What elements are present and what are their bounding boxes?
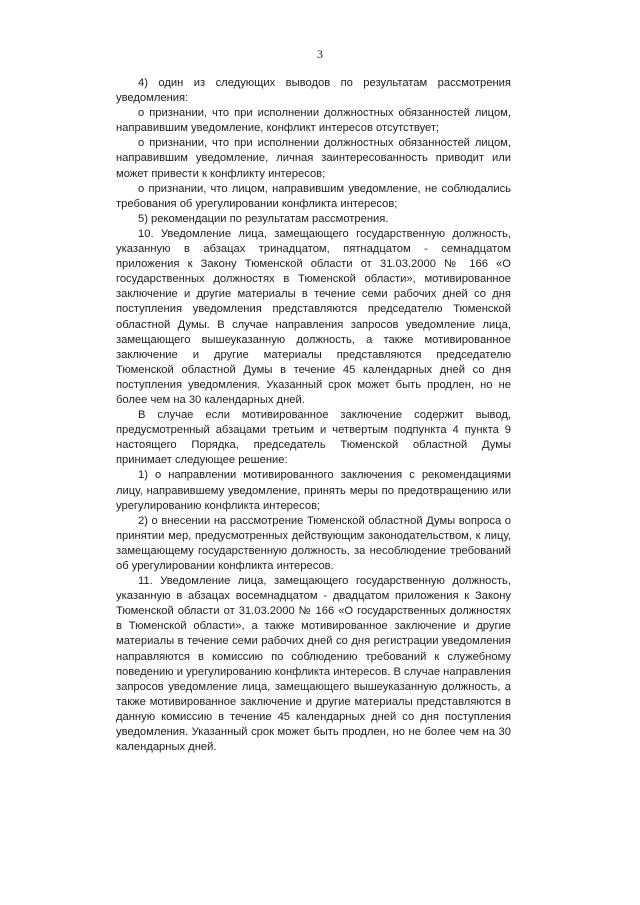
- paragraph-chairman-decision: В случае если мотивированное заключение содержит вывод, предусмотренный абзацами третьим и четвертым подпункта 4 пункта 9 настоящего Порядка, председатель Тюменской областной Думы принимает следующее решение:: [116, 409, 511, 467]
- paragraph-interest-leads-to-conflict: о признании, что при исполнении должностных обязанностей лицом, направившим уведомление, личная заинтересованность приводит или может привести к конфликту интересов;: [116, 137, 511, 180]
- paragraph-requirements-not-observed: о признании, что лицом, направившим уведомление, не соблюдались требования об урегулировании конфликта интересов;: [116, 182, 511, 210]
- paragraph-section-10: 10. Уведомление лица, замещающего государственную должность, указанную в абзацах тринадцатом, пятнадцатом - семнадцатом приложения к Закону Тюменской области от 31.03.2000 № 166 «О государственных должностях в Тюменской области», мотивированное заключение и другие материалы в течение семи рабочих дней со дня поступления уведомления представляются председателю Тюменской областной Думы. В случае направления запросов уведомление лица, замещающего вышеуказанную должность, а также мотивированное заключение и другие материалы представляются председателю Тюменской областной Думы в течение 45 календарных дней со дня поступления уведомления. Указанный срок может быть продлен, но не более чем на 30 календарных дней.: [116, 227, 511, 406]
- document-body: [116, 76, 511, 755]
- paragraph-decision-2: 2) о внесении на рассмотрение Тюменской областной Думы вопроса о принятии мер, предусмотренных действующим законодательством, к лицу, замещающему государственную должность, за несоблюдение требований об урегулировании конфликта интересов.: [116, 514, 511, 572]
- paragraph-section-11: 11. Уведомление лица, замещающего государственную должность, указанную в абзацах восемнадцатом - двадцатом приложения к Закону Тюменской области от 31.03.2000 № 166 «О государственных должностях в Тюменской области», а также мотивированное заключение и другие материалы в течение семи рабочих дней со дня регистрации уведомления направляются в комиссию по соблюдению требований к служебному поведению и урегулированию конфликта интересов. В случае направления запросов уведомление лица, замещающего вышеуказанную должность, а также мотивированное заключение и другие материалы представляются в данную комиссию в течение 45 календарных дней со дня поступления уведомления. Указанный срок может быть продлен, но не более чем на 30 календарных дней.: [116, 575, 511, 754]
- paragraph-item-5-recommendations: 5) рекомендации по результатам рассмотрения.: [138, 212, 389, 225]
- paragraph-no-conflict: о признании, что при исполнении должностных обязанностей лицом, направившим уведомление, конфликт интересов отсутствует;: [116, 107, 511, 135]
- page-number: 3: [317, 47, 323, 61]
- paragraph-decision-1: 1) о направлении мотивированного заключения с рекомендациями лицу, направившему уведомление, принять меры по предотвращению или урегулированию конфликта интересов;: [116, 469, 511, 512]
- paragraph-item-4-conclusions: 4) один из следующих выводов по результатам рассмотрения уведомления:: [116, 77, 511, 105]
